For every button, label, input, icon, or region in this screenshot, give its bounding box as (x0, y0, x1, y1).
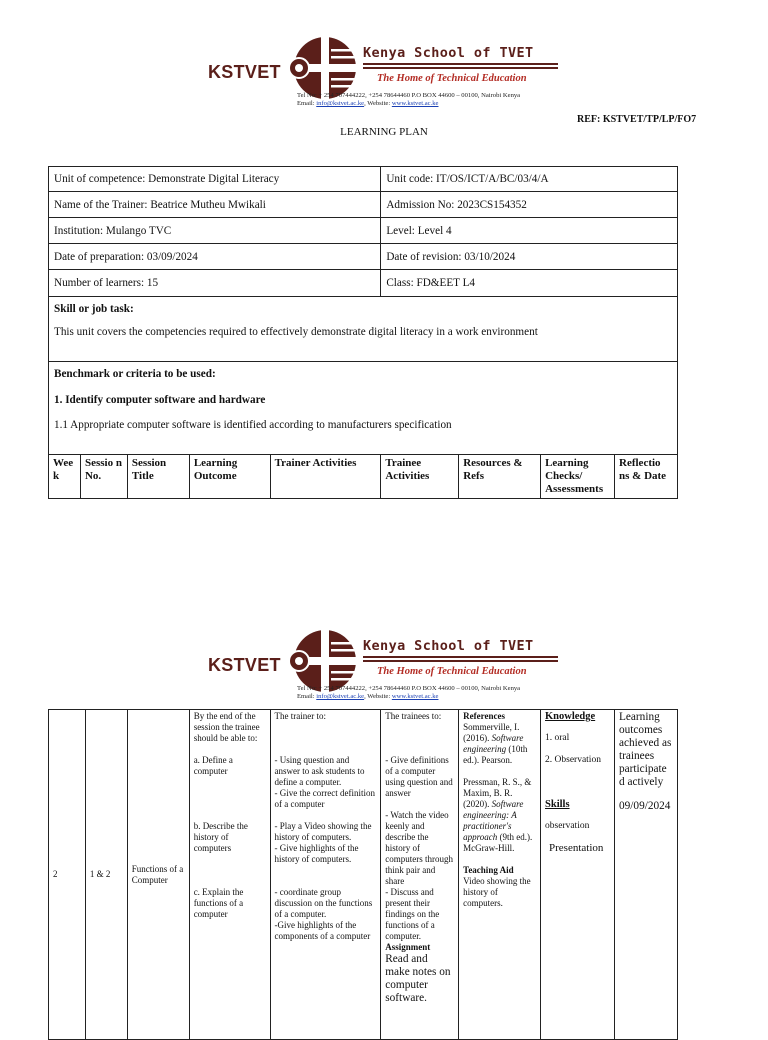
contact-info (297, 685, 520, 701)
header-logo (205, 37, 565, 109)
column-header: Learning Checks/ Assessments (541, 455, 615, 499)
column-header: Wee k (49, 455, 81, 499)
school-name: Kenya School of TVET (363, 45, 534, 61)
trainer-activity: - Using question and answer to ask students to define a computer. - Give the correct definition of a computer (274, 755, 375, 809)
trainer-activities-cell (270, 710, 381, 1040)
session-cell: 1 & 2 (85, 710, 127, 1040)
check-item: Presentation (549, 842, 604, 854)
trainer-intro: The trainer to: (274, 711, 326, 721)
number-of-learners: Number of learners: 15 (49, 270, 381, 297)
gear-emblem-icon (285, 630, 363, 692)
reference-title: Software engineering (463, 733, 524, 754)
contact-info (297, 92, 520, 108)
skill-heading: Skill or job task: (54, 303, 134, 315)
table-row (49, 710, 678, 1040)
date-of-preparation: Date of preparation: 03/09/2024 (49, 244, 381, 270)
outcome-item: a. Define a computer (193, 755, 233, 776)
admission-number: Admission No: 2023CS154352 (381, 192, 678, 218)
logo-text: KSTVET (208, 62, 281, 82)
check-item: observation (545, 821, 590, 831)
unit-code: Unit code: IT/OS/ICT/A/BC/03/4/A (381, 167, 678, 192)
check-item: 1. oral (545, 733, 570, 743)
website-label: Website: (367, 693, 391, 700)
trainee-intro: The trainees to: (385, 711, 442, 721)
school-name: Kenya School of TVET (363, 638, 534, 654)
outcome-item: b. Describe the history of computers (193, 821, 248, 853)
email-link[interactable]: info@kstvet.ac.ke (316, 100, 365, 107)
column-header: Session Title (127, 455, 189, 499)
column-header: Sessio n No. (80, 455, 127, 499)
class: Class: FD&EET L4 (381, 270, 678, 297)
date-of-revision: Date of revision: 03/10/2024 (381, 244, 678, 270)
reference-item (463, 777, 536, 854)
assignment-label: Assignment (385, 942, 431, 952)
learning-checks-cell (541, 710, 615, 1040)
outcome-item: c. Explain the functions of a computer (193, 887, 244, 919)
teaching-aid-text: Video showing the history of computers. (463, 876, 531, 908)
contact-line: Tel No: + 254 707444222, +254 78644460 P.O BOX 44600 – 00100, Nairobi Kenya (297, 685, 521, 692)
divider (363, 67, 558, 69)
page-title: LEARNING PLAN (340, 126, 428, 138)
email-link[interactable]: info@kstvet.ac.ke (316, 693, 365, 700)
skill-text: This unit covers the competencies required to effectively demonstrate digital literacy in a work environment (54, 326, 538, 338)
reference-text: Sommerville, I. (2016). (463, 722, 520, 743)
trainee-activity: - Give definitions of a computer using question and answer (385, 755, 453, 798)
logo-text: KSTVET (208, 655, 281, 675)
teaching-aid-label: Teaching Aid (463, 865, 514, 875)
reflection-text: Learning outcomes achieved as trainees participate d actively (618, 711, 672, 788)
unit-of-competence: Unit of competence: Demonstrate Digital Literacy (49, 167, 381, 192)
column-header: Learning Outcome (189, 455, 270, 499)
email-label: Email: (297, 100, 315, 107)
email-label: Email: (297, 693, 315, 700)
reflection-date: 09/09/2024 (618, 800, 671, 812)
week-cell: 2 (49, 710, 86, 1040)
website-link[interactable]: www.kstvet.ac.ke (391, 100, 439, 107)
contact-line: Tel No: + 254 707444222, +254 78644460 P.O BOX 44600 – 00100, Nairobi Kenya (297, 92, 521, 99)
school-motto: The Home of Technical Education (377, 73, 527, 84)
reflections-cell (614, 710, 677, 1040)
benchmark-item: 1. Identify computer software and hardware (54, 394, 266, 406)
column-header: Trainee Activities (381, 455, 459, 499)
reference-item (463, 722, 536, 766)
trainee-activity: - Discuss and present their findings on the functions of a computer. (385, 887, 440, 941)
trainee-activities-cell (381, 710, 459, 1040)
session-plan-table (48, 709, 678, 1040)
knowledge-label: Knowledge (545, 711, 596, 722)
reference-title: Software engineering: A practitioner's approach (463, 799, 524, 842)
divider (363, 656, 558, 658)
reference-code: REF: KSTVET/TP/LP/FO7 (577, 114, 697, 125)
trainer-activity: - Play a Video showing the history of computers. - Give highlights of the history of computers. (274, 821, 372, 864)
skill-section (49, 297, 678, 362)
benchmark-subitem: 1.1 Appropriate computer software is identified according to manufacturers specification (54, 419, 452, 431)
benchmark-section (49, 362, 678, 455)
trainer-name: Name of the Trainer: Beatrice Mutheu Mwikali (49, 192, 381, 218)
learning-outcome-cell (189, 710, 270, 1040)
column-header: Reflectio ns & Date (615, 455, 678, 499)
header-logo-page-2 (205, 630, 565, 702)
assignment-text: Read and make notes on computer software. (385, 953, 451, 1004)
resources-cell (459, 710, 541, 1040)
reference-text: Pressman, R. S., & Maxim, B. R. (2020). (463, 777, 532, 809)
website-label: Website: (367, 100, 391, 107)
column-header: Trainer Activities (270, 455, 381, 499)
references-label: References (463, 711, 505, 721)
level: Level: Level 4 (381, 218, 678, 244)
skills-label: Skills (545, 799, 570, 810)
reference-text: (9th ed.). McGraw-Hill. (463, 832, 533, 853)
column-header-row (49, 455, 678, 499)
divider (363, 660, 558, 662)
school-motto: The Home of Technical Education (377, 666, 527, 677)
check-item: 2. Observation (545, 755, 601, 765)
website-link[interactable]: www.kstvet.ac.ke (391, 693, 439, 700)
contact-line-email: Email: info@kstvet.ac.ke, Website: www.kstvet.ac.ke (297, 100, 439, 107)
trainee-activity: - Watch the video keenly and describe the history of computers through think pair and share (385, 810, 453, 886)
trainer-activity: - coordinate group discussion on the functions of a computer. -Give highlights of the components of a computer (274, 887, 373, 941)
outcome-intro: By the end of the session the trainee should be able to: (193, 711, 260, 743)
learning-plan-info-table (48, 166, 678, 499)
reference-text: (10th ed.). Pearson. (463, 744, 528, 765)
contact-line-email: Email: info@kstvet.ac.ke, Website: www.kstvet.ac.ke (297, 693, 439, 700)
session-title-cell: Functions of a Computer (127, 710, 189, 1040)
divider (363, 63, 558, 65)
institution: Institution: Mulango TVC (49, 218, 381, 244)
gear-emblem-icon (285, 37, 363, 99)
column-header: Resources & Refs (459, 455, 541, 499)
benchmark-heading: Benchmark or criteria to be used: (54, 368, 216, 380)
